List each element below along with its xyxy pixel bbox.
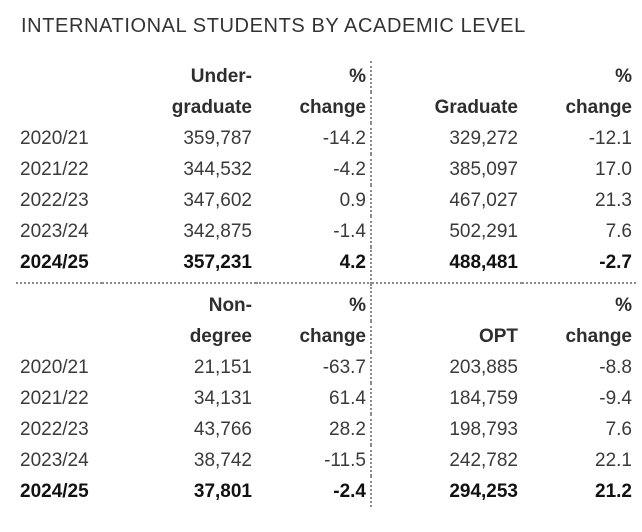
year-cell: 2020/21 bbox=[20, 357, 89, 378]
level2-change-cell: 21.3 bbox=[595, 190, 632, 211]
level2-count-cell: 203,885 bbox=[449, 357, 518, 378]
header-row bbox=[16, 92, 636, 123]
table-title: INTERNATIONAL STUDENTS BY ACADEMIC LEVEL bbox=[21, 15, 526, 37]
header-row bbox=[16, 321, 636, 352]
table-row bbox=[16, 216, 636, 247]
level1-change-cell: 28.2 bbox=[256, 414, 371, 445]
table-row bbox=[16, 383, 636, 414]
level2-count-cell: 329,272 bbox=[449, 128, 518, 149]
column-header-change2: % bbox=[615, 66, 632, 87]
year-cell: 2022/23 bbox=[20, 190, 89, 211]
level1-change-cell: -11.5 bbox=[256, 445, 371, 476]
table-row bbox=[16, 154, 636, 185]
level1-count-cell: 37,801 bbox=[193, 481, 252, 502]
level1-change-cell: 0.9 bbox=[256, 185, 371, 216]
level1-change-cell: 4.2 bbox=[256, 247, 371, 283]
header-row bbox=[16, 283, 636, 321]
level2-change-cell: -2.7 bbox=[522, 247, 636, 283]
header-blank-cell bbox=[16, 92, 102, 123]
table-row bbox=[16, 352, 636, 383]
level2-count-cell: 502,291 bbox=[449, 221, 518, 242]
year-cell: 2024/25 bbox=[16, 247, 102, 283]
column-header-change2: % bbox=[615, 295, 632, 316]
column-header-level1: degree bbox=[189, 326, 252, 347]
level2-change-cell: -12.1 bbox=[588, 128, 632, 149]
year-cell: 2023/24 bbox=[20, 221, 89, 242]
column-header-change1: % bbox=[256, 283, 371, 321]
table-row bbox=[16, 123, 636, 154]
level2-count-cell: 294,253 bbox=[449, 481, 518, 502]
level1-count-cell: 342,875 bbox=[183, 221, 252, 242]
column-header-change1: change bbox=[256, 321, 371, 352]
column-header-change1: % bbox=[256, 61, 371, 92]
level2-count-cell: 488,481 bbox=[371, 247, 522, 283]
level2-change-cell: 7.6 bbox=[605, 221, 632, 242]
level2-count-cell: 467,027 bbox=[449, 190, 518, 211]
header-blank-cell bbox=[16, 321, 102, 352]
level2-change-cell: 17.0 bbox=[595, 159, 632, 180]
header-row bbox=[16, 61, 636, 92]
level1-count-cell: 34,131 bbox=[193, 388, 252, 409]
level2-change-cell: 22.1 bbox=[595, 450, 632, 471]
column-header-change2: change bbox=[565, 326, 632, 347]
level2-change-cell: 7.6 bbox=[605, 419, 632, 440]
level1-count-cell: 359,787 bbox=[183, 128, 252, 149]
year-cell: 2021/22 bbox=[20, 159, 89, 180]
column-header-change2: change bbox=[565, 97, 632, 118]
year-cell: 2024/25 bbox=[20, 481, 89, 502]
column-header-level2: OPT bbox=[478, 326, 518, 347]
level2-change-cell: 21.2 bbox=[595, 481, 632, 502]
table-row bbox=[16, 476, 636, 507]
level1-count-cell: 43,766 bbox=[193, 419, 252, 440]
level1-change-cell: -63.7 bbox=[256, 352, 371, 383]
level1-count-cell: 21,151 bbox=[193, 357, 252, 378]
column-header-level1: graduate bbox=[171, 97, 252, 118]
level1-change-cell: -14.2 bbox=[256, 123, 371, 154]
column-header-level1: Under- bbox=[190, 66, 252, 87]
level1-change-cell: -4.2 bbox=[256, 154, 371, 185]
column-header-level2 bbox=[371, 61, 522, 92]
level1-count-cell: 38,742 bbox=[193, 450, 252, 471]
level1-change-cell: 61.4 bbox=[256, 383, 371, 414]
table-row bbox=[16, 247, 636, 283]
year-cell: 2023/24 bbox=[20, 450, 89, 471]
level1-count-cell: 344,532 bbox=[183, 159, 252, 180]
level2-count-cell: 184,759 bbox=[449, 388, 518, 409]
year-cell: 2022/23 bbox=[20, 419, 89, 440]
column-header-level2 bbox=[371, 283, 522, 321]
table-row bbox=[16, 185, 636, 216]
level2-change-cell: -9.4 bbox=[599, 388, 632, 409]
level2-change-cell: -8.8 bbox=[599, 357, 632, 378]
column-header-change1: change bbox=[256, 92, 371, 123]
level1-count-cell: 347,602 bbox=[183, 190, 252, 211]
header-blank-cell bbox=[16, 283, 102, 321]
level1-change-cell: -1.4 bbox=[256, 216, 371, 247]
column-header-level1: Non- bbox=[208, 295, 252, 316]
header-blank-cell bbox=[16, 61, 102, 92]
table-row bbox=[16, 414, 636, 445]
year-cell: 2020/21 bbox=[20, 128, 89, 149]
level2-count-cell: 242,782 bbox=[449, 450, 518, 471]
level2-count-cell: 198,793 bbox=[449, 419, 518, 440]
table-row bbox=[16, 445, 636, 476]
level2-count-cell: 385,097 bbox=[449, 159, 518, 180]
students-by-level-table bbox=[16, 61, 636, 507]
column-header-level2: Graduate bbox=[434, 97, 518, 118]
year-cell: 2021/22 bbox=[20, 388, 89, 409]
level1-change-cell: -2.4 bbox=[256, 476, 371, 507]
level1-count-cell: 357,231 bbox=[102, 247, 256, 283]
